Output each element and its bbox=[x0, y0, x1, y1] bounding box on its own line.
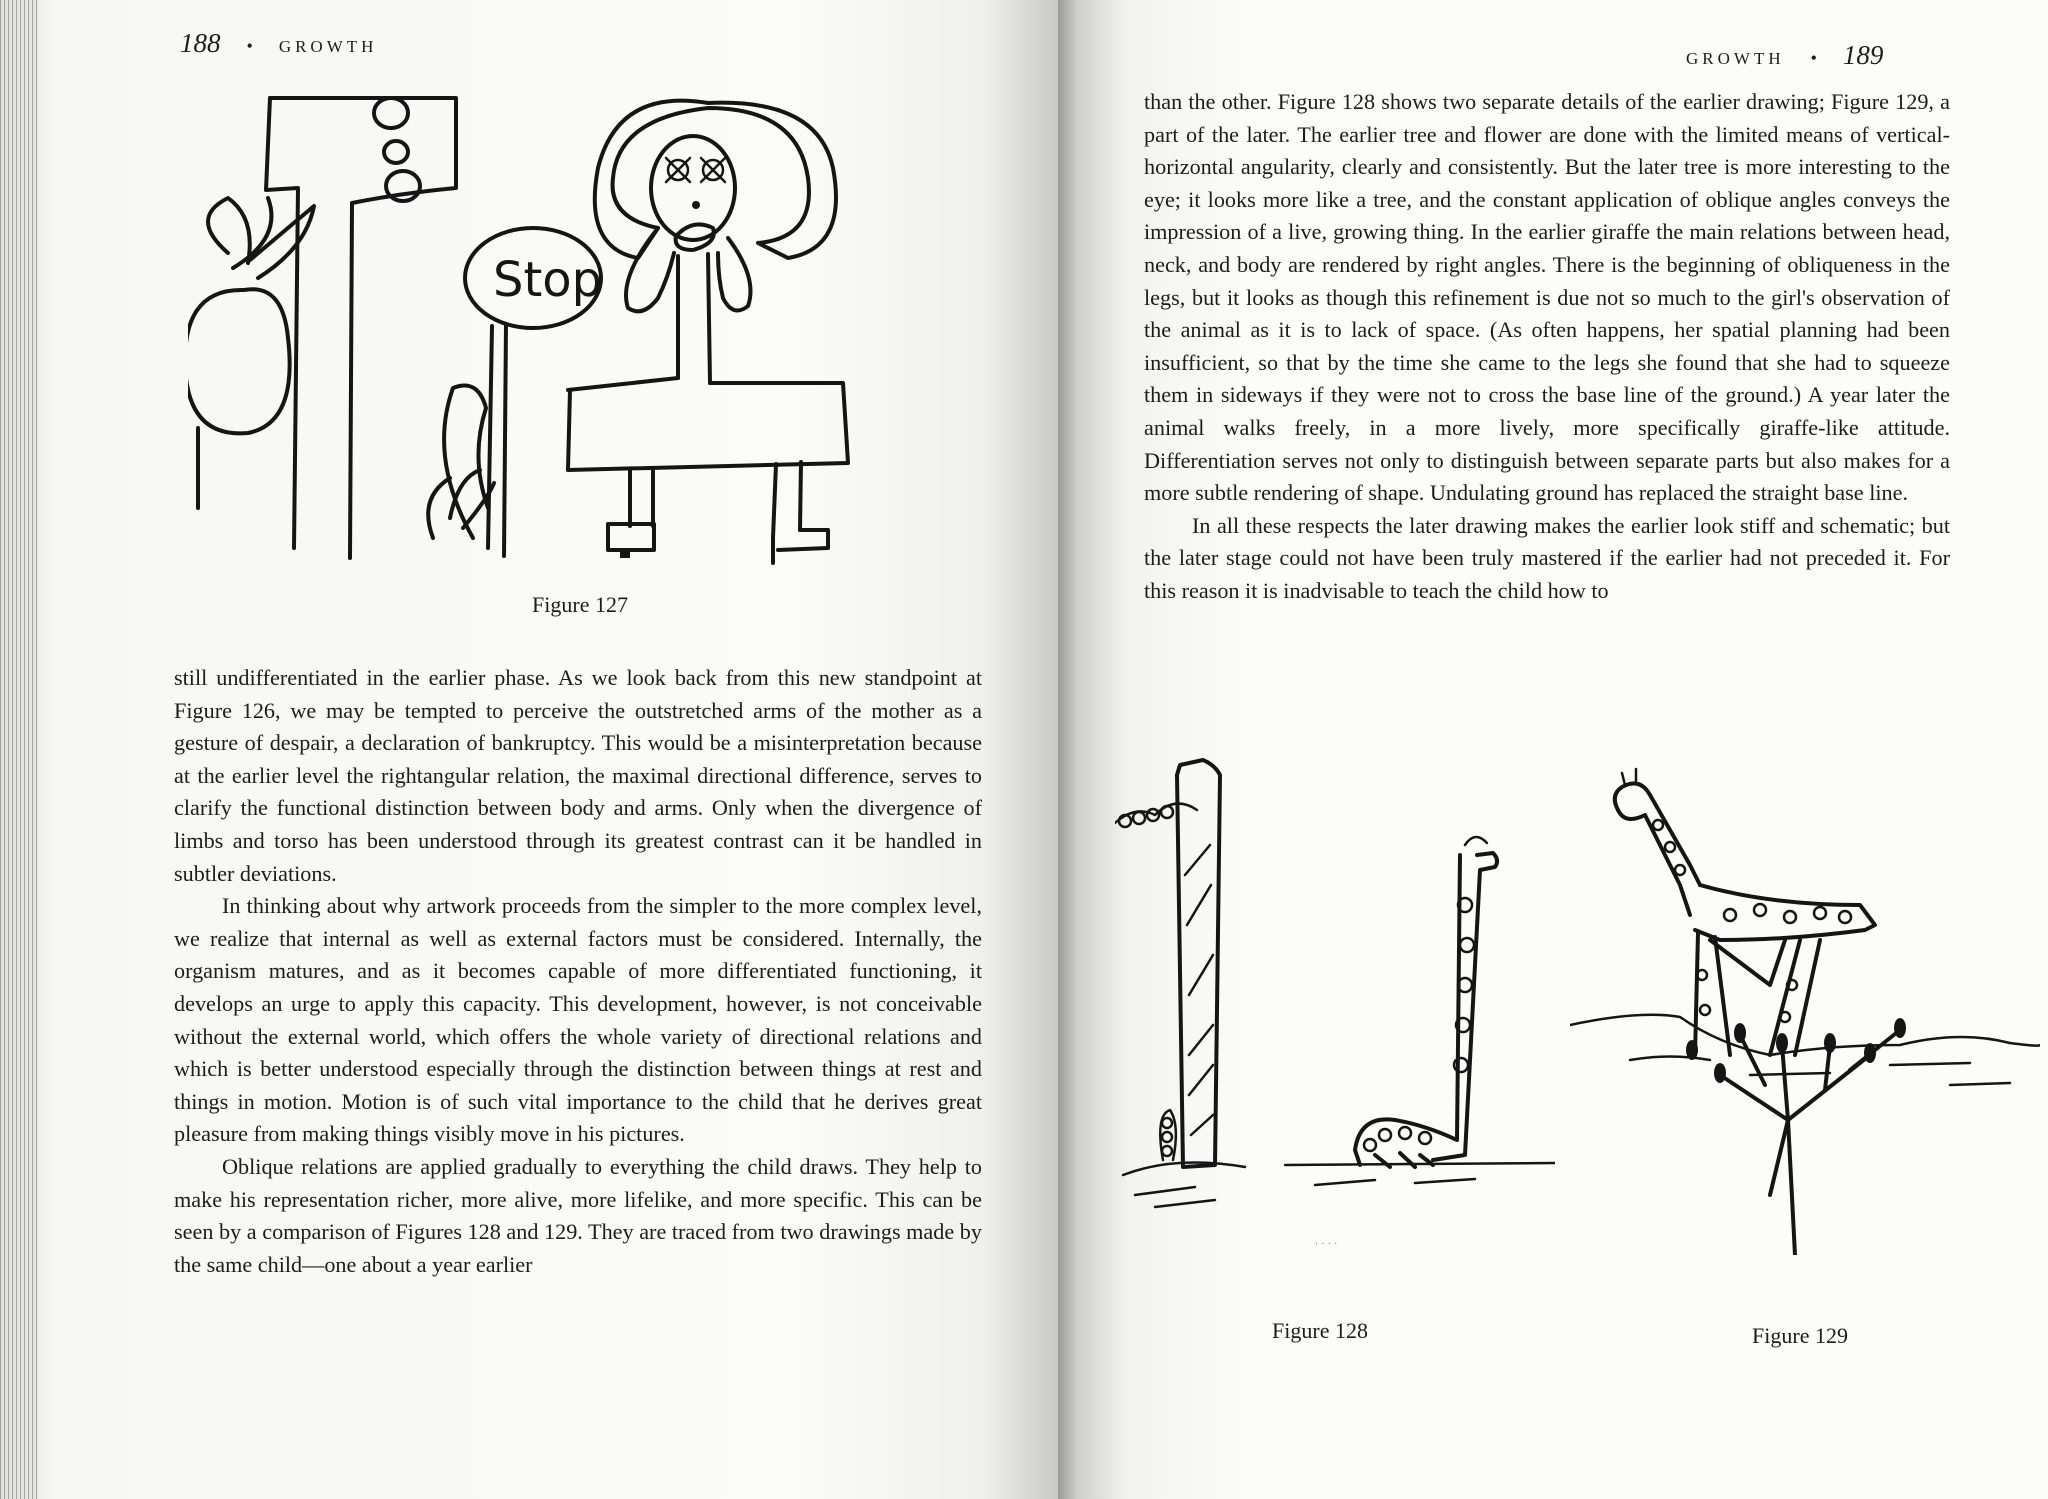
left-body-text bbox=[174, 662, 982, 1281]
figure-127-drawing bbox=[188, 78, 988, 578]
figure-129-caption: Figure 129 bbox=[1752, 1323, 1848, 1348]
right-paragraph-2: In all these respects the later drawing makes the earlier look stiff and schematic; but the later stage could not have been truly mastered if the earlier had not preceded it. For this reason it is inadvisable to teach the child how to bbox=[1144, 512, 1950, 603]
page-edge-lines bbox=[0, 0, 38, 1499]
figure-127 bbox=[188, 78, 988, 578]
left-page-number: 188 bbox=[180, 28, 221, 58]
left-paragraph-1: still undifferentiated in the earlier phase. As we look back from this new standpoint at Figure 126, we may be tempted to perceive the outstretched arms of the mother as a gesture of despair, a declaration of bankruptcy. This would be a misinterpretation because at the earlier level the rightangular relation, the maximal directional difference, serves to clarify the functional distinction between body and arms. Only when the divergence of limbs and torso has been understood through its greatest contrast can it be handled in subtler deviations. bbox=[174, 665, 982, 886]
figure-128-caption: Figure 128 bbox=[1272, 1318, 1368, 1343]
figure-129 bbox=[1570, 755, 2040, 1255]
right-running-head bbox=[1686, 40, 1883, 71]
left-head-title: GROWTH bbox=[278, 37, 378, 56]
right-head-separator: • bbox=[1810, 48, 1817, 68]
left-paragraph-2: In thinking about why artwork proceeds from the simpler to the more complex level, we realize that internal as well as external factors must be considered. Internally, the organism matures, and as it becomes capable of more differentiated functioning, it develops an urge to apply this capacity. This development, however, is not conceivable without the external world, which offers the whole variety of directional relations and which is better understood especially through the distinction between things at rest and things in motion. Motion is of such vital importance to the child that he derives great pleasure from making things visibly move in his pictures. bbox=[174, 893, 982, 1147]
left-head-separator: • bbox=[246, 36, 253, 56]
figure-128 bbox=[1115, 755, 1555, 1255]
figure-127-caption: Figure 127 bbox=[532, 592, 628, 617]
svg-text:· · · ·: · · · · bbox=[1315, 1239, 1338, 1250]
figure-129-drawing bbox=[1570, 755, 2040, 1255]
right-paragraph-1: than the other. Figure 128 shows two separate details of the earlier drawing; Figure 129, a part of the later. The earlier tree and flower are done with the limited means of vertical-horizontal angularity, clearly and consistently. But the later tree is more interesting to the eye; it looks more like a tree, and the constant application of oblique angles conveys the impression of a live, growing thing. In the earlier giraffe the main relations between head, neck, and body are rendered by right angles. There is the beginning of obliqueness in the legs, but it looks as though this refinement is due not so much to the girl's observation of the animal as it is to lack of space. (As often happens, her spatial planning had been insufficient, so that by the time she came to the legs she found that she had to squeeze them in sideways if they were not to cross the base line of the ground.) A year later the animal walks freely, in a more lively, more specifically giraffe-like attitude. Differentiation serves not only to distinguish between separate parts but also makes for a more subtle rendering of shape. Undulating ground has replaced the straight base line. bbox=[1144, 89, 1950, 506]
left-running-head bbox=[180, 28, 377, 59]
right-page-number: 189 bbox=[1842, 40, 1884, 70]
figure-128-drawing bbox=[1115, 755, 1555, 1255]
left-paragraph-3: Oblique relations are applied gradually to everything the child draws. They help to make his representation richer, more alive, more lifelike, and more specific. This can be seen by a comparison of Figures 128 and 129. They are traced from two drawings made by the same child—one about a year earlier bbox=[174, 1153, 982, 1277]
right-body-text bbox=[1144, 86, 1950, 608]
right-head-title: GROWTH bbox=[1686, 49, 1785, 68]
stop-sign-text: Stop bbox=[493, 252, 603, 308]
